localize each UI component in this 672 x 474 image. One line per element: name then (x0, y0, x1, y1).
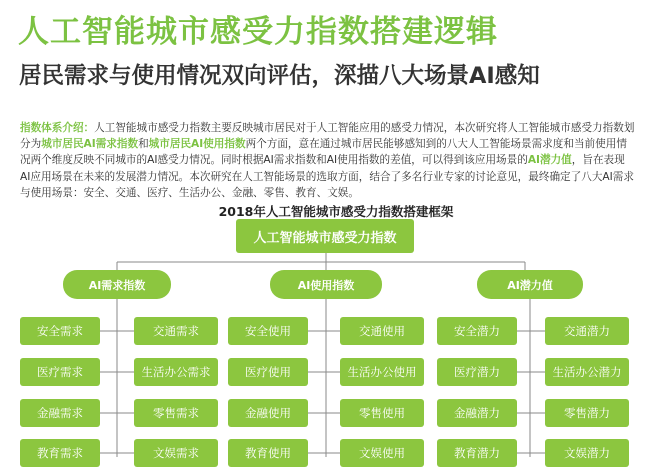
leaf-life-office-demand: 生活办公需求 (134, 358, 218, 386)
leaf-security-demand: 安全需求 (20, 317, 100, 345)
leaf-entertainment-demand: 文娱需求 (134, 439, 218, 467)
leaf-entertainment-potential: 文娱潜力 (545, 439, 629, 467)
leaf-life-office-usage: 生活办公使用 (340, 358, 424, 386)
page-subtitle: 居民需求与使用情况双向评估，深描八大场景AI感知 (19, 63, 540, 89)
leaf-retail-potential: 零售潜力 (545, 399, 629, 427)
leaf-life-office-potential: 生活办公潜力 (545, 358, 629, 386)
leaf-education-potential: 教育潜力 (437, 439, 517, 467)
description-text: ，旨在表现AI应用场景在未来的发展潜力情况。本次研究在人工智能场景的选取方面，结合了多名行业专家的讨论意见，最终确定了八大AI需求与使用场景：安全、交通、医疗、生活办公、金融、零售、教育、文娱。 (20, 154, 634, 199)
category-ai-demand: AI需求指数 (63, 270, 171, 299)
leaf-security-potential: 安全潜力 (437, 317, 517, 345)
framework-title: 2018年人工智能城市感受力指数搭建框架 (218, 204, 454, 219)
leaf-retail-demand: 零售需求 (134, 399, 218, 427)
page-title: 人工智能城市感受力指数搭建逻辑 (18, 14, 498, 50)
leaf-finance-potential: 金融潜力 (437, 399, 517, 427)
leaf-education-demand: 教育需求 (20, 439, 100, 467)
leaf-retail-usage: 零售使用 (340, 399, 424, 427)
highlight-ai-usage-index: 城市居民AI使用指数 (148, 138, 246, 151)
highlight-ai-potential-value: AI潜力值 (527, 154, 572, 167)
leaf-finance-usage: 金融使用 (228, 399, 308, 427)
leaf-entertainment-usage: 文娱使用 (340, 439, 424, 467)
leaf-medical-potential: 医疗潜力 (437, 358, 517, 386)
leaf-medical-demand: 医疗需求 (20, 358, 100, 386)
highlight-ai-demand-index: 城市居民AI需求指数 (41, 138, 139, 151)
description-lead: 指数体系介绍： (20, 122, 95, 134)
leaf-security-usage: 安全使用 (228, 317, 308, 345)
leaf-transport-potential: 交通潜力 (545, 317, 629, 345)
description-text: 人工智能城市感受力指数主要反映城市居民对于人工智能应用的感受力情况，本次研究将人工智能城市感受力指数划分为 (20, 122, 635, 151)
leaf-education-usage: 教育使用 (228, 439, 308, 467)
root-node: 人工智能城市感受力指数 (236, 219, 414, 253)
leaf-medical-usage: 医疗使用 (228, 358, 308, 386)
category-ai-usage: AI使用指数 (270, 270, 382, 299)
description-text: 和 (138, 138, 149, 151)
leaf-transport-demand: 交通需求 (134, 317, 218, 345)
description-text: 两个方面，意在通过城市居民能够感知到的八大人工智能场景需求度和当前使用情况两个维度反映不同城市的AI感受力情况。同时根据AI需求指数和AI使用指数的差值，可以得到该应用场景的 (20, 138, 627, 167)
leaf-finance-demand: 金融需求 (20, 399, 100, 427)
leaf-transport-usage: 交通使用 (340, 317, 424, 345)
category-ai-potential: AI潜力值 (477, 270, 583, 299)
